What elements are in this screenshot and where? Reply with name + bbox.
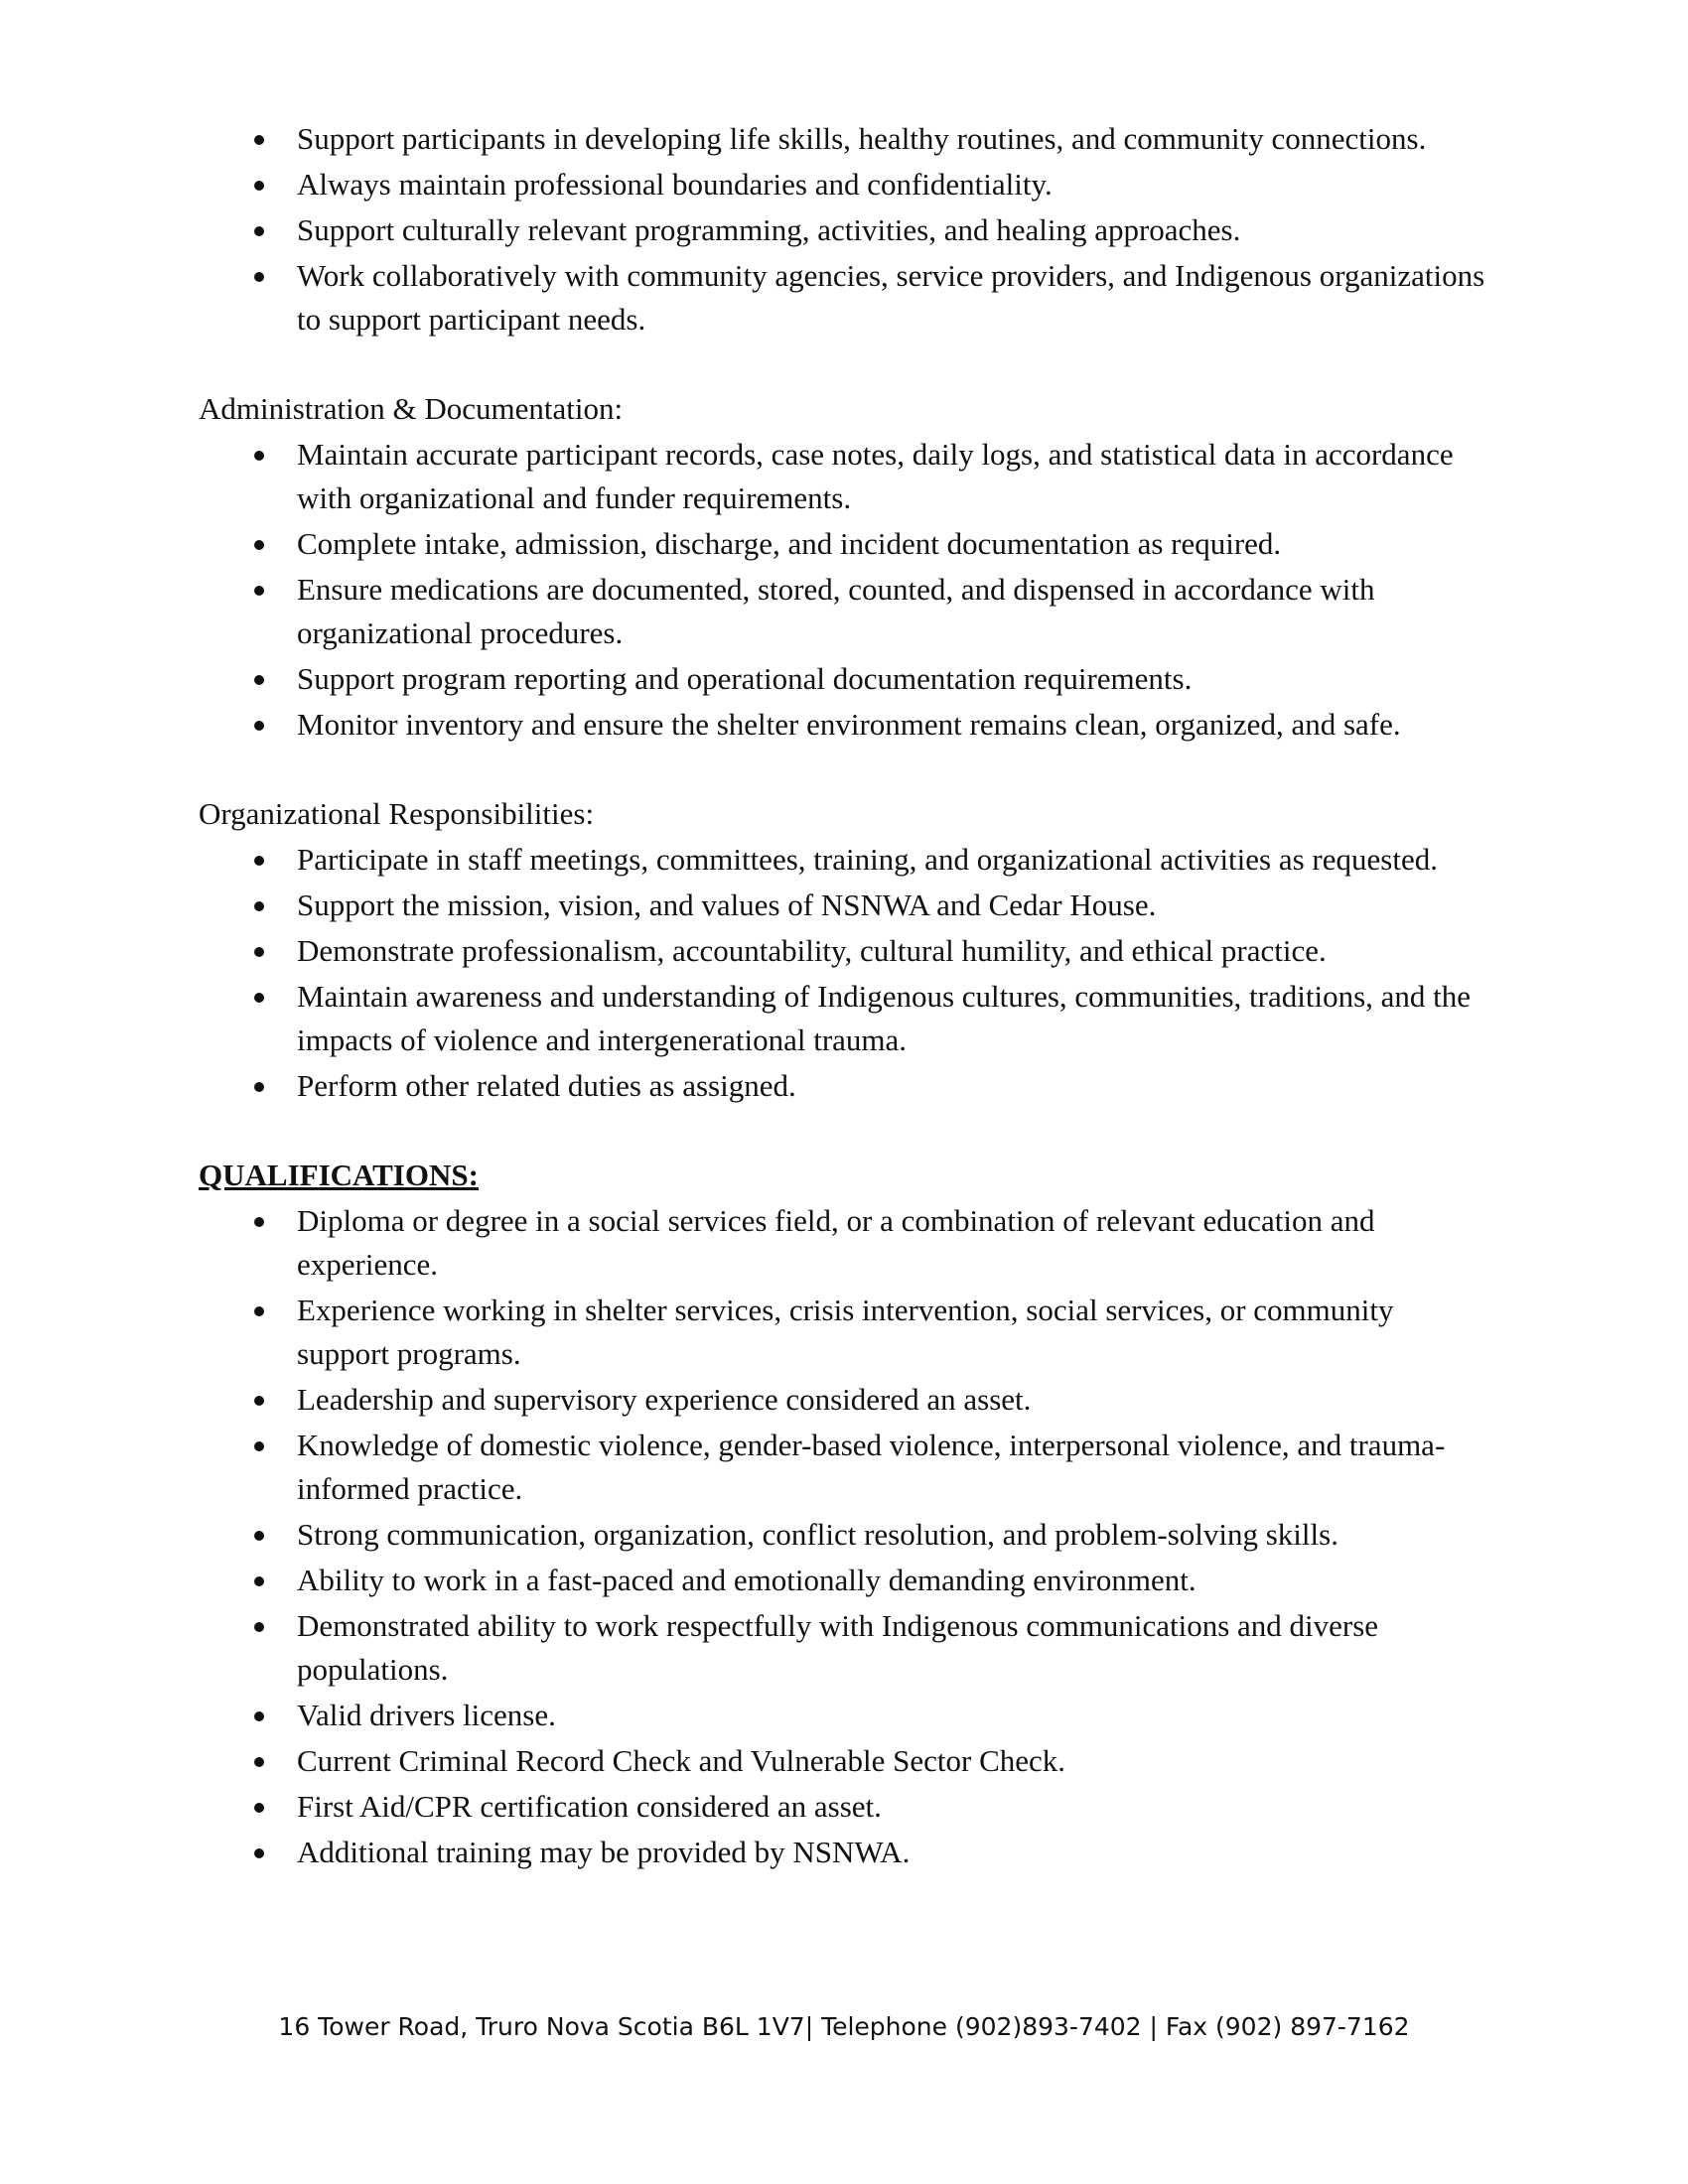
bullet-icon <box>254 1441 264 1451</box>
list-item <box>199 522 1489 566</box>
list-item-text: Demonstrated ability to work respectfully with Indigenous communications and diverse populations. <box>297 1608 1379 1687</box>
document-page <box>199 117 1489 1876</box>
bullet-icon <box>254 1306 264 1316</box>
responsibilities-list <box>199 117 1489 341</box>
list-item <box>199 657 1489 701</box>
administration-label: Administration & Documentation: <box>199 391 624 426</box>
list-item <box>199 208 1489 252</box>
list-item-text: Demonstrate professionalism, accountability, cultural humility, and ethical practice. <box>297 933 1327 968</box>
list-item <box>199 117 1489 161</box>
list-item <box>199 1513 1489 1557</box>
bullet-icon <box>254 1531 264 1541</box>
list-item-text: Work collaboratively with community agencies, service providers, and Indigenous organizations to support participant needs. <box>297 258 1485 337</box>
bullet-icon <box>254 451 264 461</box>
bullet-icon <box>254 993 264 1003</box>
bullet-icon <box>254 721 264 731</box>
list-item <box>199 884 1489 927</box>
list-item <box>199 163 1489 206</box>
list-item <box>199 1378 1489 1422</box>
list-item-text: Maintain awareness and understanding of Indigenous cultures, communities, traditions, and the impacts of violence and intergenerational trauma. <box>297 979 1472 1057</box>
list-item <box>199 1199 1489 1287</box>
bullet-icon <box>254 540 264 550</box>
bullet-icon <box>254 181 264 191</box>
list-item-text: Additional training may be provided by NSNWA. <box>297 1835 911 1869</box>
bullet-icon <box>254 675 264 685</box>
list-item <box>199 1739 1489 1783</box>
qualifications-heading: QUALIFICATIONS: <box>199 1158 479 1192</box>
bullet-icon <box>254 1217 264 1227</box>
bullet-icon <box>254 1622 264 1632</box>
list-item-text: Always maintain professional boundaries and confidentiality. <box>297 167 1053 202</box>
bullet-icon <box>254 1576 264 1586</box>
list-item-text: Participate in staff meetings, committees, training, and organizational activities as requested. <box>297 842 1438 877</box>
administration-list <box>199 433 1489 747</box>
list-item-text: Support culturally relevant programming, activities, and healing approaches. <box>297 212 1241 247</box>
bullet-icon <box>254 947 264 957</box>
bullet-icon <box>254 586 264 596</box>
list-item-text: Knowledge of domestic violence, gender-based violence, interpersonal violence, and trauma-informed practice. <box>297 1428 1446 1506</box>
list-item <box>199 703 1489 747</box>
list-item <box>199 975 1489 1062</box>
list-item <box>199 1559 1489 1602</box>
list-item <box>199 929 1489 973</box>
list-item-text: Monitor inventory and ensure the shelter environment remains clean, organized, and safe. <box>297 707 1401 742</box>
bullet-icon <box>254 1803 264 1813</box>
list-item <box>199 1289 1489 1376</box>
list-item <box>199 1831 1489 1874</box>
list-item-text: Support the mission, vision, and values of NSNWA and Cedar House. <box>297 887 1157 922</box>
list-item-text: Support participants in developing life skills, healthy routines, and community connections. <box>297 121 1427 156</box>
list-item <box>199 1064 1489 1108</box>
list-item-text: Perform other related duties as assigned. <box>297 1068 796 1103</box>
organizational-list <box>199 838 1489 1108</box>
list-item-text: First Aid/CPR certification considered an asset. <box>297 1789 882 1824</box>
list-item-text: Valid drivers license. <box>297 1698 556 1732</box>
bullet-icon <box>254 1711 264 1721</box>
list-item-text: Leadership and supervisory experience considered an asset. <box>297 1382 1032 1417</box>
bullet-icon <box>254 1848 264 1858</box>
list-item-text: Current Criminal Record Check and Vulnerable Sector Check. <box>297 1743 1066 1778</box>
page-footer-address: 16 Tower Road, Truro Nova Scotia B6L 1V7| Telephone (902)893-7402 | Fax (902) 897-7162 <box>278 2012 1410 2041</box>
organizational-label: Organizational Responsibilities: <box>199 796 595 831</box>
bullet-icon <box>254 1757 264 1767</box>
list-item <box>199 1424 1489 1511</box>
list-item <box>199 433 1489 520</box>
bullet-icon <box>254 272 264 282</box>
list-item <box>199 568 1489 655</box>
list-item <box>199 254 1489 341</box>
qualifications-list <box>199 1199 1489 1874</box>
bullet-icon <box>254 1396 264 1406</box>
list-item <box>199 1604 1489 1692</box>
bullet-icon <box>254 856 264 866</box>
list-item-text: Strong communication, organization, conflict resolution, and problem-solving skills. <box>297 1517 1338 1552</box>
list-item <box>199 1694 1489 1737</box>
bullet-icon <box>254 226 264 236</box>
list-item-text: Ensure medications are documented, stored, counted, and dispensed in accordance with organizational procedures. <box>297 572 1375 650</box>
list-item-text: Support program reporting and operational documentation requirements. <box>297 661 1193 696</box>
list-item-text: Experience working in shelter services, crisis intervention, social services, or community support programs. <box>297 1293 1394 1371</box>
list-item-text: Ability to work in a fast-paced and emotionally demanding environment. <box>297 1563 1196 1597</box>
bullet-icon <box>254 1082 264 1092</box>
list-item-text: Diploma or degree in a social services field, or a combination of relevant education and experience. <box>297 1203 1375 1282</box>
list-item <box>199 838 1489 882</box>
bullet-icon <box>254 901 264 911</box>
list-item-text: Maintain accurate participant records, case notes, daily logs, and statistical data in accordance with organizational and funder requirements. <box>297 437 1454 515</box>
list-item <box>199 1785 1489 1829</box>
bullet-icon <box>254 135 264 145</box>
list-item-text: Complete intake, admission, discharge, and incident documentation as required. <box>297 526 1282 561</box>
